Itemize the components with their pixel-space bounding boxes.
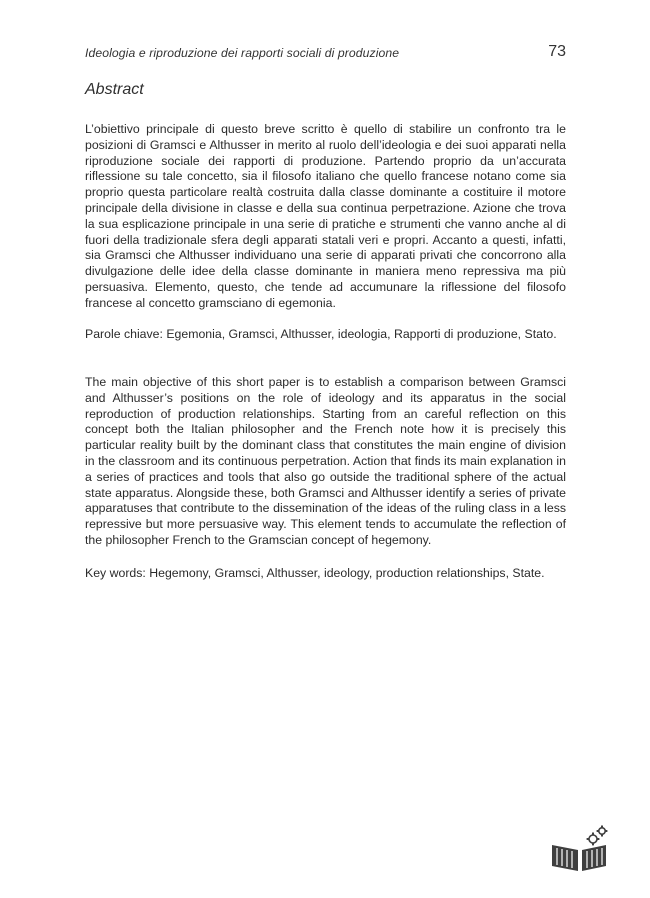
running-title: Ideologia e riproduzione dei rapporti sociali di produzione bbox=[85, 46, 400, 60]
page-number: 73 bbox=[548, 43, 566, 60]
english-keywords: Key words: Hegemony, Gramsci, Althusser, ideology, production relationships, State. bbox=[85, 566, 545, 580]
italian-keywords: Parole chiave: Egemonia, Gramsci, Althusser, ideologia, Rapporti di produzione, Stato. bbox=[85, 327, 557, 341]
abstract-italian-paragraph: L’obiettivo principale di questo breve scritto è quello di stabilire un confronto tra le posizioni di Gramsci e Althusser in merito al ruolo dell’ideologia e dei suoi apparati nella riproduzione sociale dei rapporti di produzione. Partendo proprio da un’accurata riflessione su tale concetto, sia il filosofo italiano che quello francese notano come sia proprio questa particolare realtà costruita dalla classe dominante a costituire il motore principale della divisione in classe e della sua continua perpetrazione. Azione che trova la sua esplicazione principale in una serie di pratiche e strumenti che vanno anche al di fuori della tradizionale sfera degli apparati statali veri e propri. Accanto a questi, infatti, sia Gramsci che Althusser individuano una serie di apparati privati che concorrono alla divulgazione delle idee della classe dominante in maniera meno repressiva ma più persuasiva. Elemento, questo, che tende ad accumunare la riflessione del filosofo francese al concetto gramsciano di egemonia. bbox=[85, 122, 566, 310]
abstract-english-paragraph: The main objective of this short paper is to establish a comparison between Gramsci and Althusser’s positions on the role of ideology and its apparatus in the social reproduction of production relationships. Starting from an careful reflection on this concept both the Italian philosopher and the French note how it is precisely this particular reality built by the dominant class that constitutes the main engine of division in the classroom and its continuous perpetration. Action that finds its main explanation in a series of practices and tools that also go outside the traditional sphere of the actual state apparatus. Alongside these, both Gramsci and Althusser identify a series of private apparatuses that contribute to the dissemination of the ideas of the ruling class in a less repressive but more persuasive way. This element tends to accumulate the reflection of the philosopher French to the Gramscian concept of hegemony. bbox=[85, 375, 566, 547]
abstract-heading: Abstract bbox=[85, 81, 144, 98]
open-book-gears-icon bbox=[549, 823, 611, 873]
